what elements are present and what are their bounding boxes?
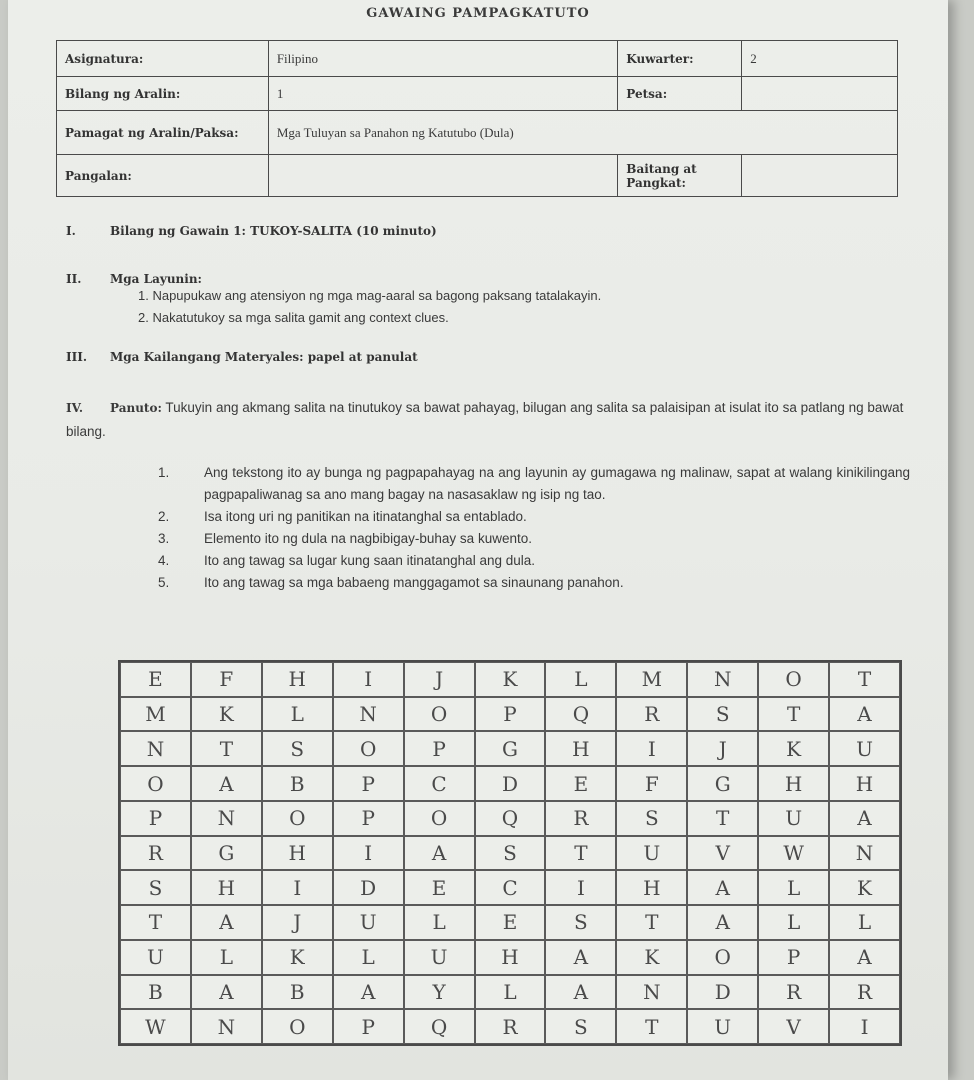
puzzle-cell[interactable]: M [616,662,687,697]
puzzle-cell[interactable]: T [545,836,616,871]
puzzle-cell[interactable]: I [545,870,616,905]
panuto-label: Panuto: [110,401,162,415]
document-title: GAWAING PAMPAGKATUTO [366,6,590,21]
section-2-heading: Mga Layunin: [110,272,202,286]
puzzle-cell[interactable]: I [616,731,687,766]
section-1-number: I. [66,224,76,238]
puzzle-cell[interactable]: O [404,801,475,836]
item-number: 5. [158,575,170,590]
pamagat-value: Mga Tuluyan sa Panahon ng Katutubo (Dula) [268,111,897,155]
puzzle-cell[interactable]: O [687,940,758,975]
puzzle-cell[interactable]: N [191,1009,262,1044]
puzzle-cell[interactable]: H [545,731,616,766]
puzzle-cell[interactable]: E [120,662,191,697]
puzzle-cell[interactable]: Q [404,1009,475,1044]
section-1 [66,224,437,240]
puzzle-cell[interactable]: K [829,870,900,905]
puzzle-cell[interactable]: O [120,766,191,801]
kuwarter-value: 2 [742,41,898,77]
puzzle-cell[interactable]: B [262,766,333,801]
puzzle-cell[interactable]: S [545,905,616,940]
list-item [158,572,910,594]
puzzle-cell[interactable]: H [262,836,333,871]
panuto-text: Tukuyin ang akmang salita na tinutukoy sa bawat pahayag, bilugan ang salita sa palaisipan at isulat ito sa patlang ng bawat bilang. [66,400,904,439]
puzzle-cell[interactable]: J [687,731,758,766]
puzzle-cell[interactable]: U [120,940,191,975]
puzzle-cell[interactable]: L [758,870,829,905]
puzzle-cell[interactable]: U [687,1009,758,1044]
list-item [158,550,910,572]
puzzle-cell[interactable]: J [262,905,333,940]
asignatura-label: Asignatura: [57,41,269,77]
puzzle-cell[interactable]: P [333,801,404,836]
puzzle-cell[interactable]: S [616,801,687,836]
item-text: Elemento ito ng dula na nagbibigay-buhay sa kuwento. [204,531,532,546]
objective-2: 2. Nakatutukoy sa mga salita gamit ang context clues. [138,310,449,325]
puzzle-cell[interactable]: A [404,836,475,871]
puzzle-cell[interactable]: O [758,662,829,697]
puzzle-cell[interactable]: A [829,801,900,836]
puzzle-cell[interactable]: P [120,801,191,836]
puzzle-cell[interactable]: N [687,662,758,697]
puzzle-cell[interactable]: L [404,905,475,940]
puzzle-cell[interactable]: L [829,905,900,940]
puzzle-cell[interactable]: S [475,836,546,871]
puzzle-cell[interactable]: T [616,1009,687,1044]
puzzle-cell[interactable]: R [545,801,616,836]
puzzle-cell[interactable]: P [475,697,546,732]
item-text: Isa itong uri ng panitikan na itinatanghal sa entablado. [204,509,527,524]
puzzle-cell[interactable]: A [191,766,262,801]
objective-1: 1. Napupukaw ang atensiyon ng mga mag-aaral sa bagong paksang tatalakayin. [138,288,602,303]
section-4-number: IV. [66,401,84,415]
petsa-field[interactable] [742,77,898,111]
puzzle-cell[interactable]: O [262,801,333,836]
item-number: 4. [158,553,170,568]
word-search-puzzle[interactable] [118,660,902,1046]
puzzle-cell[interactable]: A [829,697,900,732]
puzzle-cell[interactable]: I [262,870,333,905]
puzzle-cell[interactable]: Y [404,975,475,1010]
puzzle-cell[interactable]: U [758,801,829,836]
puzzle-cell[interactable]: T [829,662,900,697]
puzzle-cell[interactable]: V [687,836,758,871]
puzzle-cell[interactable]: L [333,940,404,975]
puzzle-cell[interactable]: N [616,975,687,1010]
puzzle-cell[interactable]: V [758,1009,829,1044]
baitang-field[interactable] [742,155,898,197]
list-item [158,528,910,550]
puzzle-cell[interactable]: B [120,975,191,1010]
worksheet-paper [8,0,948,1080]
pangalan-label: Pangalan: [57,155,269,197]
puzzle-cell[interactable]: L [475,975,546,1010]
puzzle-cell[interactable]: B [262,975,333,1010]
puzzle-cell[interactable]: F [191,662,262,697]
puzzle-cell[interactable]: P [404,731,475,766]
puzzle-cell[interactable]: T [616,905,687,940]
puzzle-cell[interactable]: D [333,870,404,905]
puzzle-cell[interactable]: S [120,870,191,905]
puzzle-cell[interactable]: U [404,940,475,975]
section-3 [66,350,418,366]
puzzle-cell[interactable]: H [616,870,687,905]
bilang-value: 1 [268,77,617,111]
question-list [158,462,910,594]
puzzle-cell[interactable]: S [545,1009,616,1044]
puzzle-cell[interactable]: S [687,697,758,732]
puzzle-cell[interactable]: I [333,836,404,871]
puzzle-cell[interactable]: H [758,766,829,801]
puzzle-cell[interactable]: R [475,1009,546,1044]
puzzle-cell[interactable]: P [333,1009,404,1044]
item-text: Ito ang tawag sa lugar kung saan itinatanghal ang dula. [204,553,535,568]
puzzle-cell[interactable]: U [616,836,687,871]
puzzle-cell[interactable]: A [545,940,616,975]
puzzle-cell[interactable]: J [404,662,475,697]
puzzle-cell[interactable]: H [191,870,262,905]
item-number: 1. [158,465,170,480]
puzzle-cell[interactable]: I [829,1009,900,1044]
puzzle-cell[interactable]: R [829,975,900,1010]
puzzle-cell[interactable]: K [616,940,687,975]
puzzle-cell[interactable]: Q [545,697,616,732]
puzzle-cell[interactable]: I [333,662,404,697]
puzzle-cell[interactable]: N [333,697,404,732]
list-item [158,462,910,506]
puzzle-cell[interactable]: O [333,731,404,766]
asignatura-value: Filipino [268,41,617,77]
puzzle-cell[interactable]: H [829,766,900,801]
puzzle-cell[interactable]: F [616,766,687,801]
item-text: Ito ang tawag sa mga babaeng manggagamot sa sinaunang panahon. [204,575,624,590]
puzzle-cell[interactable]: N [191,801,262,836]
puzzle-cell[interactable]: A [829,940,900,975]
puzzle-cell[interactable]: A [191,905,262,940]
pangalan-field[interactable] [268,155,617,197]
puzzle-cell[interactable]: R [758,975,829,1010]
puzzle-cell[interactable]: A [333,975,404,1010]
header-table [56,40,898,197]
bilang-label: Bilang ng Aralin: [57,77,269,111]
puzzle-cell[interactable]: L [262,697,333,732]
puzzle-cell[interactable]: L [758,905,829,940]
puzzle-cell[interactable]: T [758,697,829,732]
puzzle-cell[interactable]: O [404,697,475,732]
section-2-number: II. [66,272,82,286]
puzzle-cell[interactable]: A [545,975,616,1010]
section-3-text: Mga Kailangang Materyales: papel at panulat [110,350,418,364]
puzzle-cell[interactable]: T [687,801,758,836]
puzzle-cell[interactable]: T [120,905,191,940]
puzzle-cell[interactable]: G [191,836,262,871]
baitang-label: Baitang at Pangkat: [618,155,742,197]
item-number: 3. [158,531,170,546]
puzzle-cell[interactable]: U [333,905,404,940]
puzzle-cell[interactable]: H [475,940,546,975]
item-text: Ang tekstong ito ay bunga ng pagpapahayag na ang layunin ay gumagawa ng malinaw, sapat at walang kinikilingang pagpapaliwanag sa ano mang bagay na nasasaklaw ng isip ng tao. [204,465,910,502]
puzzle-cell[interactable]: U [829,731,900,766]
puzzle-cell[interactable]: P [333,766,404,801]
puzzle-cell[interactable]: M [120,697,191,732]
puzzle-cell[interactable]: R [616,697,687,732]
puzzle-cell[interactable]: H [262,662,333,697]
puzzle-cell[interactable]: E [475,905,546,940]
kuwarter-label: Kuwarter: [618,41,742,77]
pamagat-label: Pamagat ng Aralin/Paksa: [57,111,269,155]
puzzle-cell[interactable]: O [262,1009,333,1044]
puzzle-cell[interactable]: D [687,975,758,1010]
puzzle-cell[interactable]: E [545,766,616,801]
section-3-number: III. [66,350,88,364]
puzzle-cell[interactable]: A [191,975,262,1010]
item-number: 2. [158,509,170,524]
puzzle-cell[interactable]: L [191,940,262,975]
puzzle-cell[interactable]: E [404,870,475,905]
puzzle-cell[interactable]: A [687,905,758,940]
puzzle-cell[interactable]: P [758,940,829,975]
puzzle-cell[interactable]: C [475,870,546,905]
section-2 [66,272,202,288]
petsa-label: Petsa: [618,77,742,111]
puzzle-cell[interactable]: R [120,836,191,871]
puzzle-cell[interactable]: L [545,662,616,697]
puzzle-cell[interactable]: W [758,836,829,871]
puzzle-cell[interactable]: K [191,697,262,732]
list-item [158,506,910,528]
puzzle-cell[interactable]: S [262,731,333,766]
puzzle-cell[interactable]: T [191,731,262,766]
puzzle-cell[interactable]: W [120,1009,191,1044]
section-1-text: Bilang ng Gawain 1: TUKOY-SALITA (10 minuto) [110,224,437,238]
puzzle-cell[interactable]: N [120,731,191,766]
puzzle-cell[interactable]: G [687,766,758,801]
puzzle-cell[interactable]: N [829,836,900,871]
section-4-instructions [66,396,916,444]
puzzle-cell[interactable]: Q [475,801,546,836]
puzzle-cell[interactable]: G [475,731,546,766]
puzzle-cell[interactable]: D [475,766,546,801]
puzzle-cell[interactable]: C [404,766,475,801]
puzzle-cell[interactable]: K [475,662,546,697]
puzzle-cell[interactable]: A [687,870,758,905]
puzzle-cell[interactable]: K [758,731,829,766]
puzzle-cell[interactable]: K [262,940,333,975]
